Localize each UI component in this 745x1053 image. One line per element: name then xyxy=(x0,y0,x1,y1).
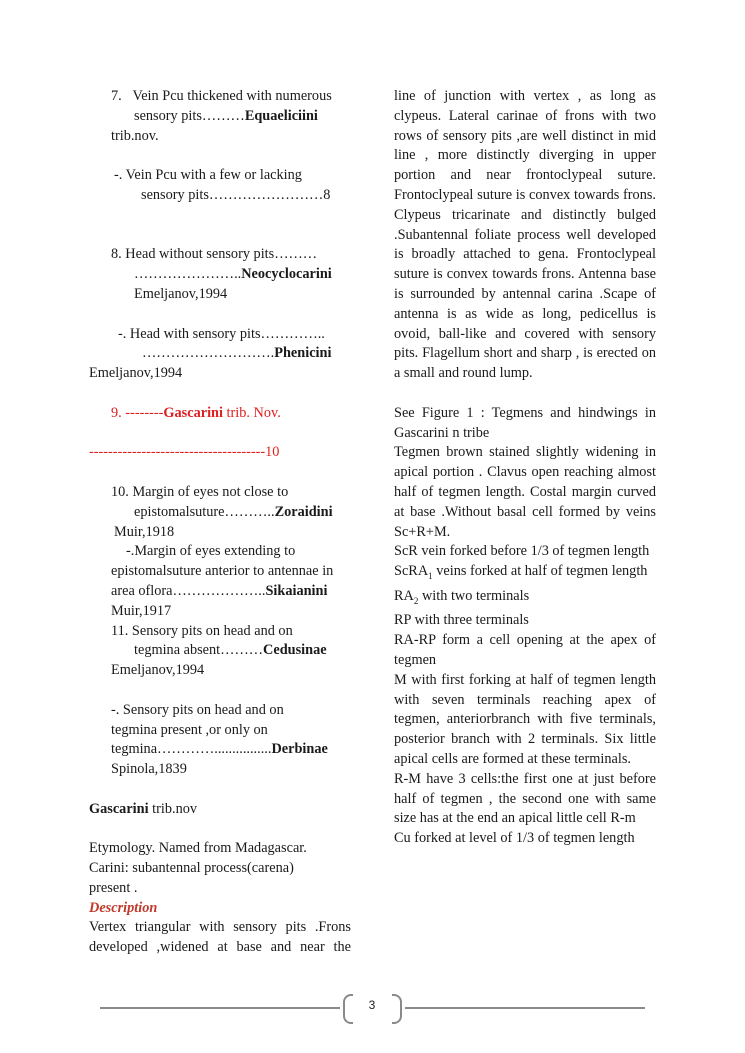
etymology-line2: Carini: subantennal process(carena) xyxy=(89,860,294,877)
page-number: 3 xyxy=(368,998,376,1012)
key-couplet-11: 11. Sensory pits on head and on xyxy=(111,622,293,639)
key-couplet-9: 9. --------Gascarini trib. Nov. xyxy=(111,404,281,421)
description-heading: Description xyxy=(89,899,158,916)
key-couplet-11b: -. Sensory pits on head and on xyxy=(111,701,284,718)
key-couplet-10b: -.Margin of eyes extending to xyxy=(126,543,296,560)
key-couplet-8-author: Emeljanov,1994 xyxy=(134,285,228,302)
vein-rp: RP with three terminals xyxy=(394,612,529,629)
taxon-name: Equaeliciini xyxy=(244,107,318,124)
left-column xyxy=(89,87,351,958)
key-couplet-10-author: Muir,1918 xyxy=(114,523,175,540)
vein-scra: ScRA$_1$ veins forked at half of tegmen length xyxy=(394,563,648,581)
key-couplet-11b-line3: tegmina…………................Derbinae xyxy=(111,741,328,758)
key-couplet-8b-line2: ……………………….Phenicini xyxy=(142,345,332,362)
key-couplet-9-dashes: -------------------------------------10 xyxy=(89,444,280,461)
key-couplet-7: 7. Vein Pcu thickened with numerous xyxy=(111,88,332,104)
key-couplet-10-line2: epistomalsuture………..Zoraidini xyxy=(134,503,333,520)
vein-ra: $RA_2$ with two terminals xyxy=(394,587,530,606)
key-couplet-8-line2: …………………..Neocyclocarini xyxy=(134,266,332,283)
vein-cu: Cu forked at level of 1/3 of tegmen length xyxy=(394,830,635,847)
key-couplet-11-author: Emeljanov,1994 xyxy=(111,662,205,679)
description-line1: Vertex triangular with sensory pits .Frons xyxy=(89,919,351,936)
key-couplet-8: 8. Head without sensory pits……… xyxy=(111,246,318,263)
key-couplet-7b-line2: sensory pits……………………8 xyxy=(141,186,331,203)
etymology-line1: Etymology. Named from Madagascar. xyxy=(89,840,307,857)
footer-rule-right xyxy=(405,1007,645,1009)
key-couplet-10: 10. Margin of eyes not close to xyxy=(111,483,289,500)
taxon-name: Cedusinae xyxy=(263,642,327,659)
figure-reference: See Figure 1 : Tegmens and hindwings in Gascarini n tribe xyxy=(394,404,656,441)
footer-bracket-right xyxy=(392,994,402,1024)
key-couplet-11b-line2: tegmina present ,or only on xyxy=(111,721,268,738)
vein-m: M with first forking at half of tegmen length with seven terminals reaching apex of tegmen, anteriorbranch with five terminals, posterior branch with 2 terminals. Six little apical cells are formed at these terminals. xyxy=(394,671,656,768)
key-couplet-11-line2: tegmina absent………Cedusinae xyxy=(134,642,327,659)
footer-rule-left xyxy=(100,1007,340,1009)
description-line2: developed ,widened at base and near the xyxy=(89,939,351,956)
key-couplet-7b: -. Vein Pcu with a few or lacking xyxy=(114,167,302,184)
key-couplet-8b: -. Head with sensory pits………….. xyxy=(118,325,325,342)
section-heading: Gascarini trib.nov xyxy=(89,800,198,817)
tegmen-paragraph: Tegmen brown stained slightly widening in apical portion . Clavus open reaching almost half of tegmen length. Costal margin curved at base .Without basal cell formed by veins Sc+R+M. xyxy=(394,444,656,540)
vein-scr: ScR vein forked before 1/3 of tegmen length xyxy=(394,543,650,560)
taxon-name: Neocyclocarini xyxy=(241,266,332,283)
key-couplet-8b-author: Emeljanov,1994 xyxy=(89,365,183,382)
key-couplet-10b-line3: area oflora………………..Sikaianini xyxy=(111,582,328,599)
key-couplet-7-line2: sensory pits………Equaeliciini xyxy=(134,107,318,124)
key-couplet-10b-line2: epistomalsuture anterior to antennae in xyxy=(111,563,334,580)
vein-ra-rp: RA-RP form a cell opening at the apex of tegmen xyxy=(394,632,656,669)
taxon-name: Zoraidini xyxy=(274,503,333,520)
head-description-paragraph: line of junction with vertex , as long as clypeus. Lateral carinae of frons with two rows of sensory pits ,are well distinct in mid line , more distinctly diverging in upper portion and near frontoclypeal suture. Frontoclypeal suture is convex towards frons. Clypeus tricarinate and distinctly bulged .Subantennal foliate process well developed is broadly attached to gena. Frontoclypeal suture is convex towards frons. Antenna base is surrounded by antennal carina .Scape of antenna is as wide as long, pedicellus is ovoid, ball-like and covered with sensory pits. Flagellum short and sharp , is erected on a small and round lump. xyxy=(394,88,656,382)
vein-r-m: R-M have 3 cells:the first one at just before half of tegmen , the second one with same size has at the end an apical little cell R-m xyxy=(394,770,656,827)
taxon-name: Sikaianini xyxy=(265,582,328,599)
key-couplet-11b-author: Spinola,1839 xyxy=(111,761,187,778)
taxon-name: Phenicini xyxy=(274,345,332,362)
key-couplet-10b-author: Muir,1917 xyxy=(111,602,172,619)
taxon-name: Derbinae xyxy=(271,741,328,758)
etymology-line3: present . xyxy=(89,879,138,896)
taxon-name: Gascarini xyxy=(163,404,223,421)
page-footer xyxy=(100,994,645,1022)
key-couplet-7-tail: trib.nov. xyxy=(111,127,159,144)
right-column xyxy=(394,87,656,849)
